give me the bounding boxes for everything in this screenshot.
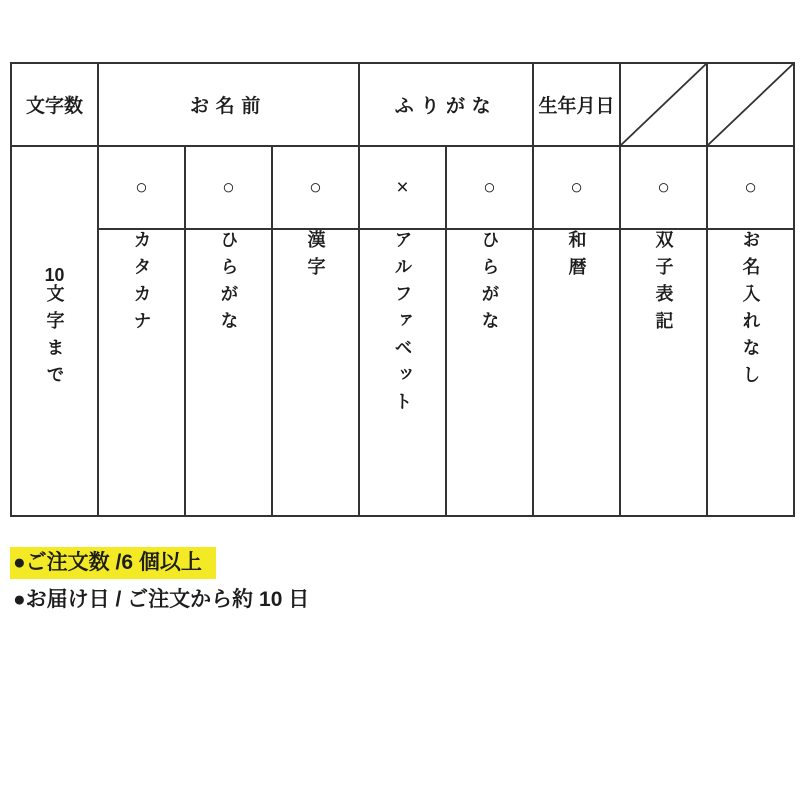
char-limit-cell	[11, 146, 98, 516]
mark-cell: ○	[185, 146, 272, 229]
note-order-quantity: ●ご注文数 /6 個以上	[10, 547, 216, 579]
type-cell	[707, 229, 794, 516]
marks-row	[11, 146, 794, 229]
type-label: ひらがな	[218, 230, 239, 338]
note-line	[10, 547, 309, 579]
diagonal-slash-icon	[621, 64, 706, 145]
diagonal-slash-icon	[708, 64, 793, 145]
mark-cell: ○	[533, 146, 620, 229]
type-label: 双子表記	[653, 230, 674, 338]
mark-cell: ×	[359, 146, 446, 229]
type-cell	[533, 229, 620, 516]
type-label: お名入れなし	[740, 230, 761, 392]
header-name: お名前	[98, 63, 359, 146]
mark-cell: ○	[620, 146, 707, 229]
mark-cell: ○	[272, 146, 359, 229]
mark-cell: ○	[98, 146, 185, 229]
mark-cell: ○	[707, 146, 794, 229]
note-line	[10, 579, 309, 613]
header-blank-cell	[620, 63, 707, 146]
header-furigana: ふりがな	[359, 63, 533, 146]
header-birth-date: 生年月日	[533, 63, 620, 146]
type-cell	[446, 229, 533, 516]
header-blank-cell	[707, 63, 794, 146]
type-label: カタカナ	[131, 230, 152, 338]
type-cell	[272, 229, 359, 516]
type-cell	[185, 229, 272, 516]
type-label: 和暦	[566, 230, 587, 284]
header-row	[11, 63, 794, 146]
spec-table	[10, 62, 795, 517]
type-label: 漢字	[305, 230, 326, 284]
header-char-count: 文字数	[11, 63, 98, 146]
mark-cell: ○	[446, 146, 533, 229]
type-label: ひらがな	[479, 230, 500, 338]
type-cell	[359, 229, 446, 516]
types-row	[11, 229, 794, 516]
char-limit-label: 10文字まで	[44, 265, 65, 392]
order-notes	[10, 547, 309, 614]
type-label: アルファベット	[392, 230, 413, 419]
note-delivery-date: ●お届け日 / ご注文から約 10 日	[13, 588, 310, 612]
type-cell	[620, 229, 707, 516]
type-cell	[98, 229, 185, 516]
